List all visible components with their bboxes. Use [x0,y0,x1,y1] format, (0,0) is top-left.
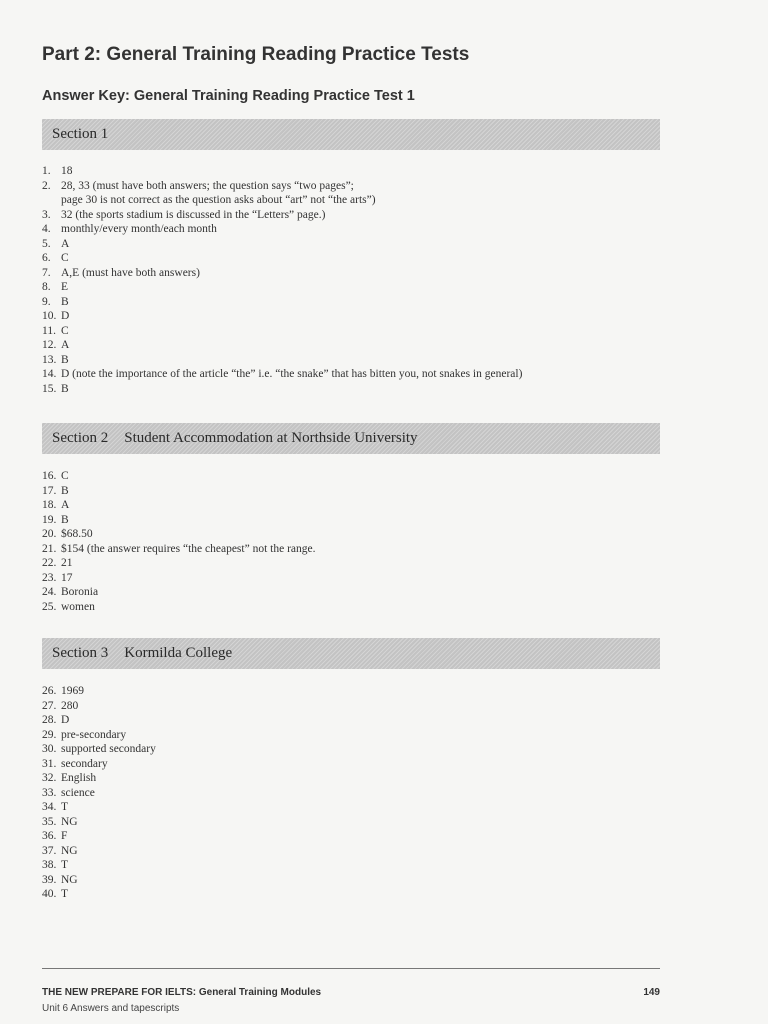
answer-item [42,728,156,743]
answer-number: 34. [42,801,57,813]
answer-number: 15. [42,382,57,395]
section-label: Section 1 [52,126,109,142]
answer-text [61,498,69,513]
answer-number: 22. [42,557,57,569]
answer-line: B [61,484,69,497]
answer-text [61,222,217,237]
answer-number: 13. [42,353,57,366]
answer-item [42,815,156,830]
answer-number: 11. [42,324,56,337]
footer-unit: Unit 6 Answers and tapescripts [42,1003,180,1014]
answer-line: T [61,859,69,871]
answer-line: D [61,714,70,726]
answer-line: English [61,772,97,784]
answer-line: C [61,252,69,264]
answer-text [61,556,73,571]
answer-item [42,295,522,310]
answer-item [42,324,522,339]
answer-item [42,164,522,179]
answer-text [61,353,69,368]
section-1-answers [42,164,522,396]
answer-text [61,309,69,324]
answer-item [42,382,522,397]
answer-item [42,771,156,786]
answer-line: women [61,600,95,613]
answer-line: page 30 is not correct as the question asks about “art” not “the arts”) [61,194,376,206]
answer-item [42,469,316,484]
answer-number: 10. [42,310,57,322]
section-title: Student Accommodation at Northside University [124,430,418,446]
answer-text [61,873,78,888]
answer-line: Boronia [61,586,99,598]
answer-line: B [61,513,69,526]
answer-text [61,771,96,786]
answer-line: 32 (the sports stadium is discussed in the “Letters” page.) [61,208,326,221]
page-title: Part 2: General Training Reading Practice Tests [42,44,470,65]
answer-number: 30. [42,743,57,755]
answer-text [61,757,108,772]
answer-number: 3. [42,208,51,221]
answer-text [61,237,69,252]
section-title: Kormilda College [124,645,233,661]
answer-number: 26. [42,685,57,697]
answer-item [42,887,156,902]
answer-item [42,266,522,281]
answer-number: 35. [42,815,57,828]
answer-text [61,338,69,353]
answer-line: monthly/every month/each month [61,223,217,235]
answer-item [42,585,316,600]
answer-text [61,164,73,179]
answer-number: 38. [42,859,57,871]
answer-text [61,684,84,699]
answer-line: NG [61,873,78,886]
answer-line: pre-secondary [61,728,127,741]
answer-number: 20. [42,528,57,540]
answer-line: T [61,801,69,813]
answer-number: 36. [42,830,57,842]
answer-item [42,367,522,382]
answer-key-subtitle: Answer Key: General Training Reading Practice Test 1 [42,88,415,104]
answer-text [61,887,68,902]
footer-book-title: THE NEW PREPARE FOR IELTS: General Training Modules [42,987,322,998]
answer-number: 14. [42,368,57,380]
answer-line: A [61,499,70,511]
answer-text [61,208,325,223]
answer-line: supported secondary [61,743,156,755]
answer-text [61,571,73,586]
answer-number: 7. [42,266,51,279]
answer-item [42,237,522,252]
answer-number: 27. [42,699,57,712]
answer-item [42,829,156,844]
answer-text [61,800,68,815]
answer-number: 6. [42,252,51,264]
answer-text [61,786,95,801]
answer-text [61,382,69,397]
answer-number: 12. [42,339,57,351]
answer-item [42,571,316,586]
answer-number: 8. [42,281,51,293]
answer-item [42,208,522,223]
answer-number: 24. [42,586,57,598]
answer-line: D [61,310,70,322]
answer-line: A [61,237,70,250]
answer-line: 280 [61,699,79,712]
answer-line: D (note the importance of the article “the” i.e. “the snake” that has bitten you, not snakes in general) [61,368,523,380]
answer-number: 32. [42,772,57,784]
footer-divider [42,968,660,969]
answer-line: A [61,339,70,351]
answer-line: 17 [61,571,73,584]
answer-item [42,600,316,615]
answer-item [42,222,522,237]
answer-item [42,338,522,353]
answer-number: 31. [42,757,57,770]
page-number: 149 [643,987,660,998]
answer-number: 23. [42,571,57,584]
answer-number: 37. [42,844,57,857]
answer-text [61,829,67,844]
answer-line: 1969 [61,685,84,697]
answer-text [61,324,69,339]
answer-line: NG [61,844,78,857]
answer-number: 16. [42,470,57,482]
answer-line: 28, 33 (must have both answers; the question says “two pages”; [61,179,354,192]
answer-text [61,542,316,557]
answer-line: B [61,353,69,366]
answer-item [42,484,316,499]
answer-line: C [61,324,69,337]
answer-number: 17. [42,484,57,497]
answer-item [42,280,522,295]
section-2-header [42,423,660,454]
answer-item [42,699,156,714]
answer-text [61,815,78,830]
answer-text [61,295,69,310]
answer-item [42,251,522,266]
answer-line: B [61,382,69,395]
answer-item [42,556,316,571]
answer-number: 28. [42,714,57,726]
answer-item [42,542,316,557]
answer-line: 21 [61,557,73,569]
answer-text [61,742,156,757]
answer-text [61,699,78,714]
answer-item [42,179,522,208]
answer-item [42,873,156,888]
answer-line: T [61,888,69,900]
answer-number: 2. [42,179,51,192]
answer-line: $154 (the answer requires “the cheapest” not the range. [61,542,316,555]
answer-text [61,266,200,281]
answer-item [42,498,316,513]
answer-text [61,484,69,499]
answer-number: 39. [42,873,57,886]
answer-line: E [61,281,69,293]
answer-item [42,309,522,324]
answer-text [61,713,69,728]
answer-text [61,280,68,295]
answer-number: 4. [42,223,51,235]
answer-number: 19. [42,513,57,526]
answer-line: F [61,830,68,842]
answer-number: 29. [42,728,57,741]
answer-number: 33. [42,786,57,799]
answer-line: 18 [61,165,73,177]
answer-number: 9. [42,295,51,308]
answer-item [42,858,156,873]
answer-item [42,513,316,528]
answer-text [61,469,69,484]
answer-line: secondary [61,757,108,770]
answer-item [42,742,156,757]
answer-number: 5. [42,237,51,250]
answer-text [61,367,522,382]
section-label: Section 2 [52,430,109,446]
answer-line: NG [61,815,78,828]
answer-text [61,527,93,542]
answer-item [42,786,156,801]
answer-item [42,844,156,859]
section-label: Section 3 [52,645,109,661]
answer-item [42,527,316,542]
answer-number: 18. [42,499,57,511]
answer-number: 25. [42,600,57,613]
answer-number: 40. [42,888,57,900]
answer-line: A,E (must have both answers) [61,266,200,279]
answer-text [61,728,126,743]
answer-text [61,858,68,873]
answer-item [42,757,156,772]
answer-line: $68.50 [61,528,93,540]
answer-text [61,600,95,615]
answer-item [42,353,522,368]
answer-line: B [61,295,69,308]
answer-item [42,800,156,815]
answer-item [42,713,156,728]
answer-line: science [61,786,95,799]
section-3-header [42,638,660,669]
section-3-answers [42,684,156,902]
answer-line: C [61,470,69,482]
answer-item [42,684,156,699]
answer-text [61,251,69,266]
answer-text [61,585,98,600]
answer-text [61,844,78,859]
answer-text [61,179,376,208]
answer-number: 1. [42,165,51,177]
section-1-header [42,119,660,150]
answer-text [61,513,69,528]
answer-number: 21. [42,542,57,555]
section-2-answers [42,469,316,614]
